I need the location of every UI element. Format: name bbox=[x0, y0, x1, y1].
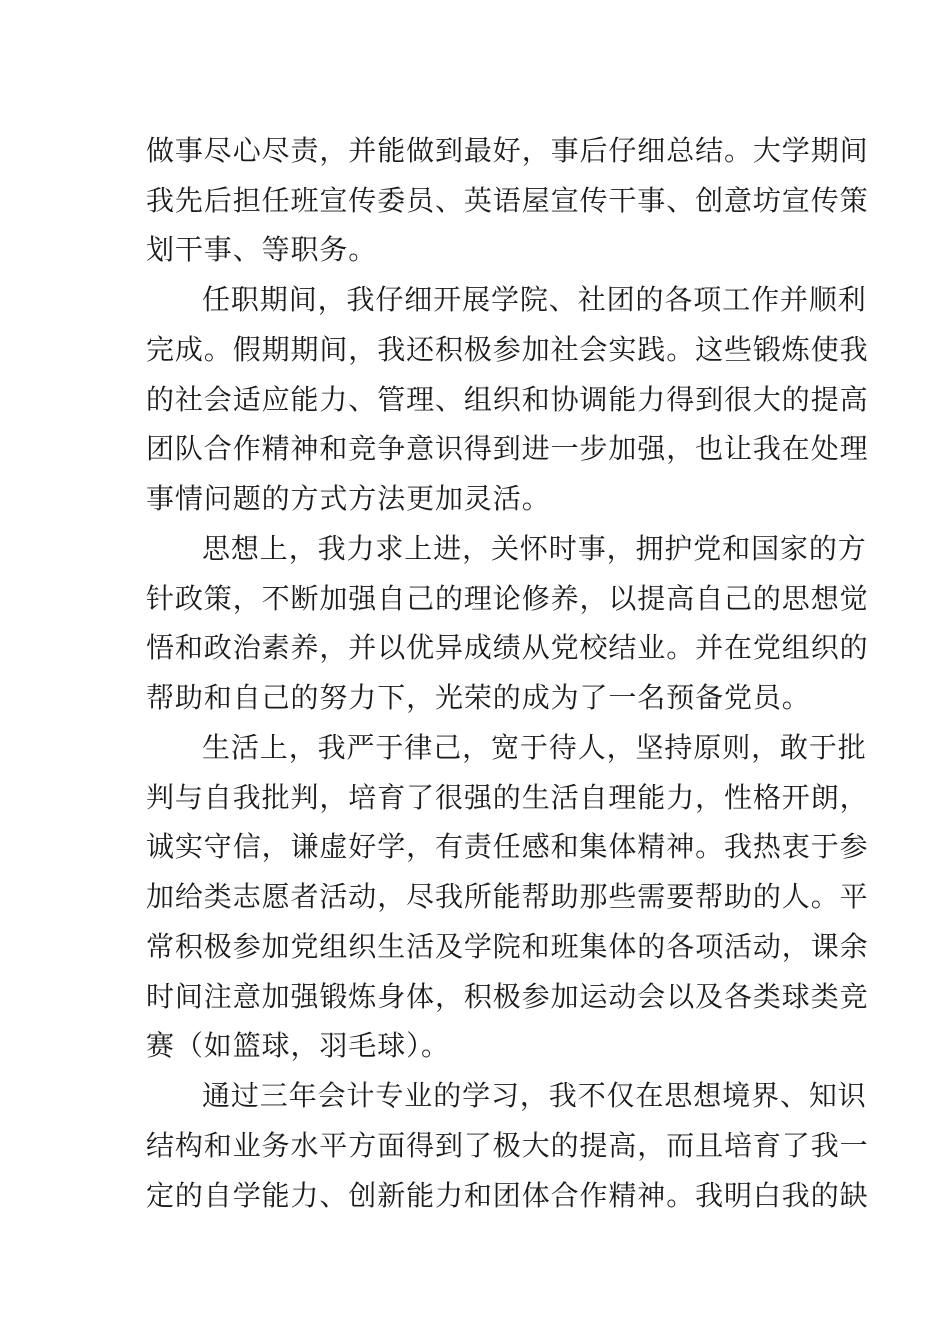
paragraph-first-line: 通过三年会计专业的学习，我不仅在思想境界、知识 bbox=[202, 1079, 867, 1112]
text-line: 帮助和自己的努力下，光荣的成为了一名预备党员。 bbox=[146, 681, 811, 714]
text-line: 诚实守信，谦虚好学，有责任感和集体精神。我热衷于参 bbox=[146, 830, 869, 863]
paragraph-first-line: 任职期间，我仔细开展学院、社团的各项工作并顺利 bbox=[202, 283, 867, 316]
paragraph-first-line: 生活上，我严于律己，宽于待人，坚持原则，敢于批 bbox=[202, 731, 867, 764]
text-line: 定的自学能力、创新能力和团体合作精神。我明白我的缺 bbox=[146, 1179, 869, 1212]
text-line: 常积极参加党组织生活及学院和班集体的各项活动，课余 bbox=[146, 930, 869, 963]
text-line: 针政策，不断加强自己的理论修养，以提高自己的思想觉 bbox=[146, 582, 869, 615]
paragraph-first-line: 思想上，我力求上进，关怀时事，拥护党和国家的方 bbox=[202, 532, 867, 565]
text-line: 事情问题的方式方法更加灵活。 bbox=[146, 482, 551, 515]
text-line: 完成。假期期间，我还积极参加社会实践。这些锻炼使我 bbox=[146, 333, 869, 366]
text-line: 团队合作精神和竞争意识得到进一步加强，也让我在处理 bbox=[146, 432, 869, 465]
text-line: 时间注意加强锻炼身体，积极参加运动会以及各类球类竞 bbox=[146, 980, 869, 1013]
text-line: 做事尽心尽责，并能做到最好，事后仔细总结。大学期间 bbox=[146, 134, 869, 167]
text-line: 的社会适应能力、管理、组织和协调能力得到很大的提高 bbox=[146, 383, 869, 416]
text-line: 判与自我批判，培育了很强的生活自理能力，性格开朗， bbox=[146, 781, 869, 814]
text-line: 结构和业务水平方面得到了极大的提高，而且培育了我一 bbox=[146, 1129, 869, 1162]
text-line: 划干事、等职务。 bbox=[146, 233, 378, 266]
text-line: 加给类志愿者活动，尽我所能帮助那些需要帮助的人。平 bbox=[146, 880, 869, 913]
text-line: 赛（如篮球，羽毛球）。 bbox=[146, 1029, 450, 1062]
text-line: 我先后担任班宣传委员、英语屋宣传干事、创意坊宣传策 bbox=[146, 184, 869, 217]
text-line: 悟和政治素养，并以优异成绩从党校结业。并在党组织的 bbox=[146, 631, 869, 664]
